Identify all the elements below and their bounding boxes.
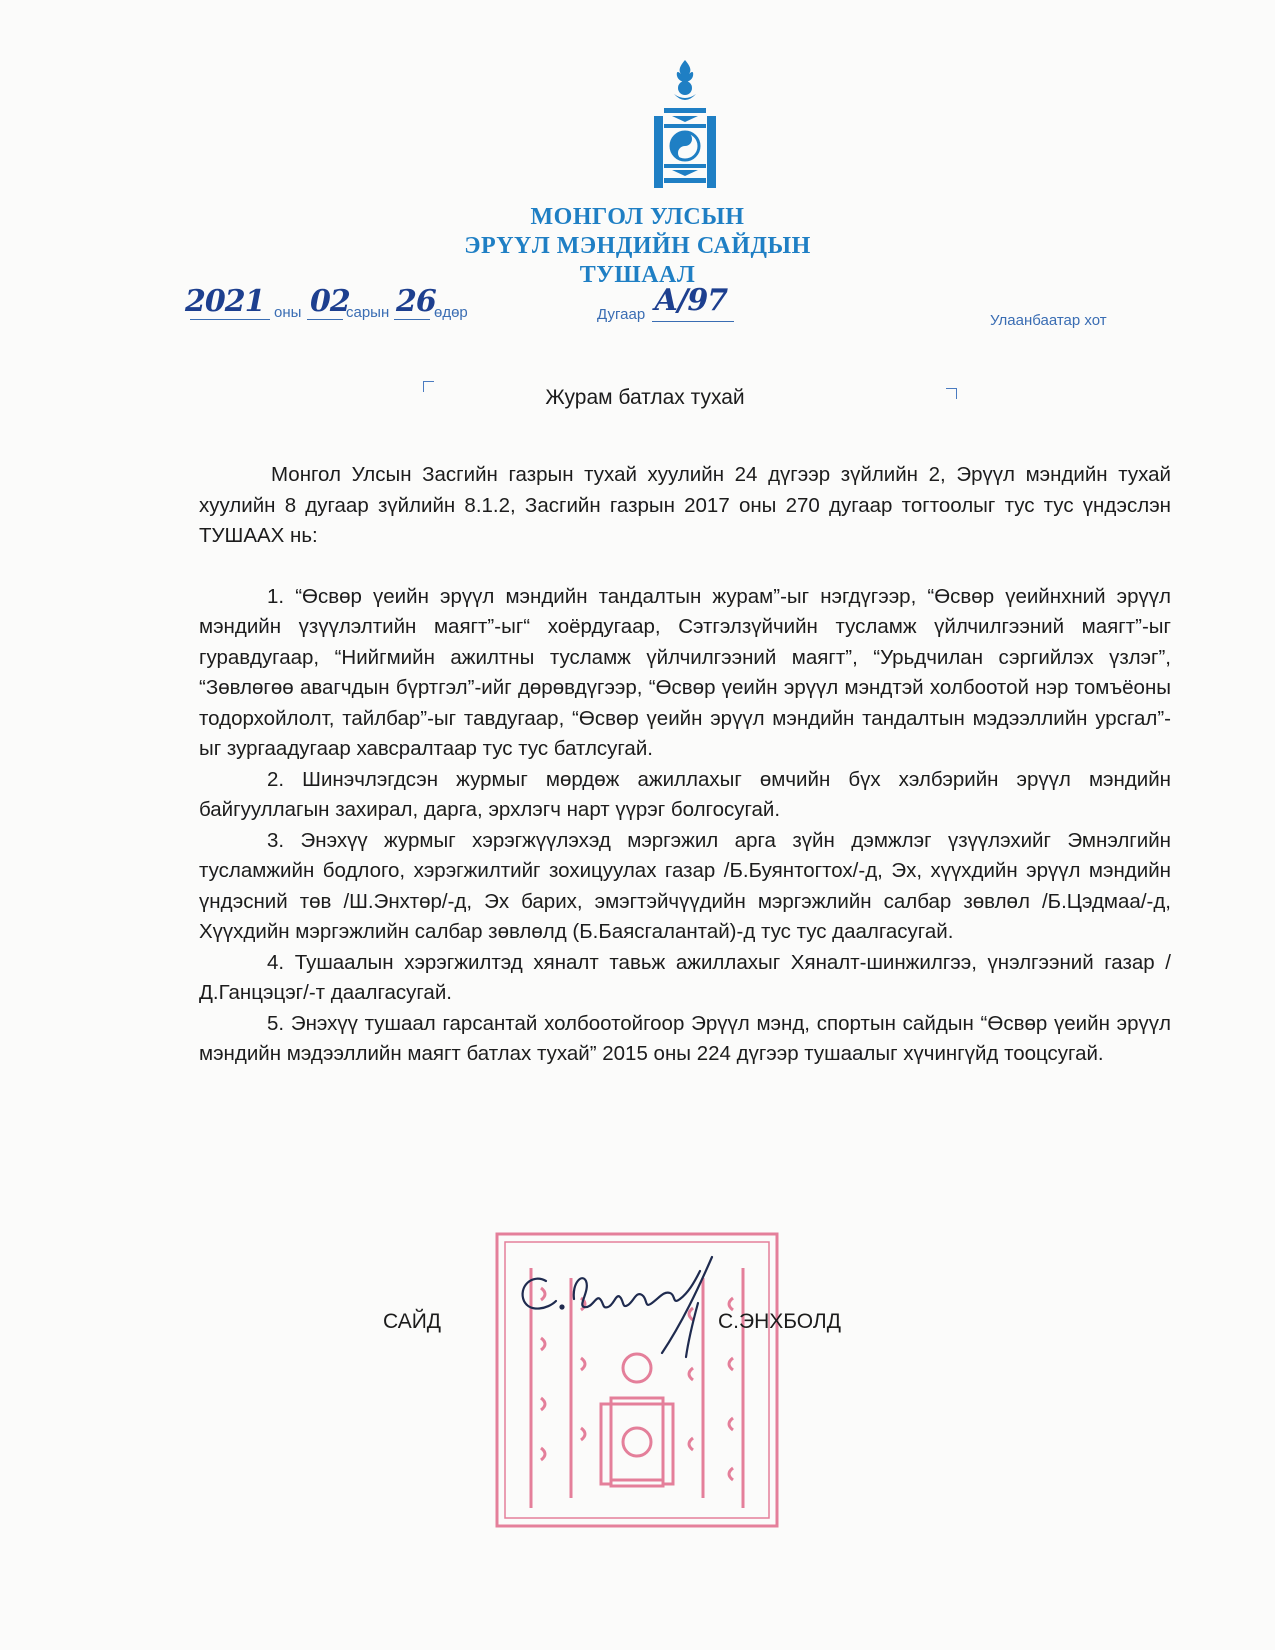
header-line-country: МОНГОЛ УЛСЫН	[530, 204, 745, 230]
handwritten-month: 02	[310, 284, 350, 319]
header-line-order: ТУШААЛ	[579, 262, 696, 288]
year-underline	[190, 319, 270, 320]
order-item-3: 3. Энэхүү журмыг хэрэгжүүлэхэд мэргэжил арга зүйн дэмжлэг үзүүлэхийг Эмнэлгийн тусламжийн бодлого, хэрэгжилтийг зохицуулах газар /Б.Буянтогтох/-д, Эх, хүүхдийн эрүүл мэндийн үндэсний төв /Ш.Энхтөр/-д, Эх барих, эмэгтэйчүүдийн мэргэжлийн салбар зөвлөл /Б.Цэдмаа/-д, Хүүхдийн мэргэжлийн салбар зөвлөлд (Б.Баясгалантай)-д тус тус даалгасугай.	[199, 828, 1171, 943]
handwritten-year: 2021	[185, 284, 265, 319]
document-body	[199, 460, 1171, 1070]
order-item-4: 4. Тушаалын хэрэгжилтэд хяналт тавьж ажиллахыг Хяналт-шинжилгээ, үнэлгээний газар /Д.Ганцэцэг/-т даалгасугай.	[199, 950, 1171, 1004]
signatory-title: САЙД	[383, 1310, 442, 1333]
number-underline	[652, 321, 734, 322]
order-item-5: 5. Энэхүү тушаал гарсантай холбоотойгоор Эрүүл мэнд, спортын сайдын “Өсвөр үеийн эрүүл мэндийн мэдээллийн маягт батлах тухай” 2015 оны 224 дүгээр тушаалыг хүчингүйд тооцсугай.	[199, 1011, 1171, 1065]
day-label: өдөр	[434, 304, 468, 321]
handwritten-signature	[512, 1243, 752, 1383]
month-underline	[307, 319, 343, 320]
city-label: Улаанбаатар хот	[990, 312, 1107, 329]
handwritten-day: 26	[396, 284, 436, 319]
header-line-ministry: ЭРҮҮЛ МЭНДИЙН САЙДЫН	[464, 233, 811, 259]
signatory-name: С.ЭНХБОЛД	[718, 1310, 841, 1333]
day-underline	[394, 319, 430, 320]
order-item-2: 2. Шинэчлэгдсэн журмыг мөрдөж ажиллахыг өмчийн бүх хэлбэрийн эрүүл мэндийн байгууллагын захирал, дарга, эрхлэгч нарт үүрэг болгосугай.	[199, 767, 1171, 821]
order-item-1: 1. “Өсвөр үеийн эрүүл мэндийн тандалтын журам”-ыг нэгдүгээр, “Өсвөр үеийнхний эрүүл мэндийн үзүүлэлтийн маягт”-ыг“ хоёрдугаар, Сэтгэлзүйчийн тусламж үйлчилгээний маягт”-ыг гуравдугаар, “Нийгмийн ажилтны тусламж үйлчилгээний маягт”, “Урьдчилан сэргийлэх үзлэг”, “Зөвлөгөө авагчдын бүртгэл”-ийг дөрөвдүгээр, “Өсвөр үеийн эрүүл мэндтэй холбоотой нэр томъёоны тодорхойлолт, тайлбар”-ыг тавдугаар, “Өсвөр үеийн эрүүл мэндийн тандалтын мэдээллийн урсгал”-ыг зургаадугаар хавсралтаар тус тус батлсугай.	[199, 584, 1171, 760]
year-label: оны	[274, 304, 302, 321]
document-subject: Журам батлах тухай	[545, 386, 745, 409]
month-label: сарын	[346, 304, 390, 321]
handwritten-order-number: А/97	[654, 283, 728, 318]
soyombo-emblem-icon	[650, 58, 720, 190]
body-intro: Монгол Улсын Засгийн газрын тухай хуулийн 24 дүгээр зүйлийн 2, Эрүүл мэндийн тухай хуулийн 8 дугаар зүйлийн 8.1.2, Засгийн газрын 2017 оны 270 дугаар тогтоолыг тус тус үндэслэн ТУШААХ нь:	[199, 463, 1171, 547]
number-label: Дугаар	[597, 306, 646, 323]
